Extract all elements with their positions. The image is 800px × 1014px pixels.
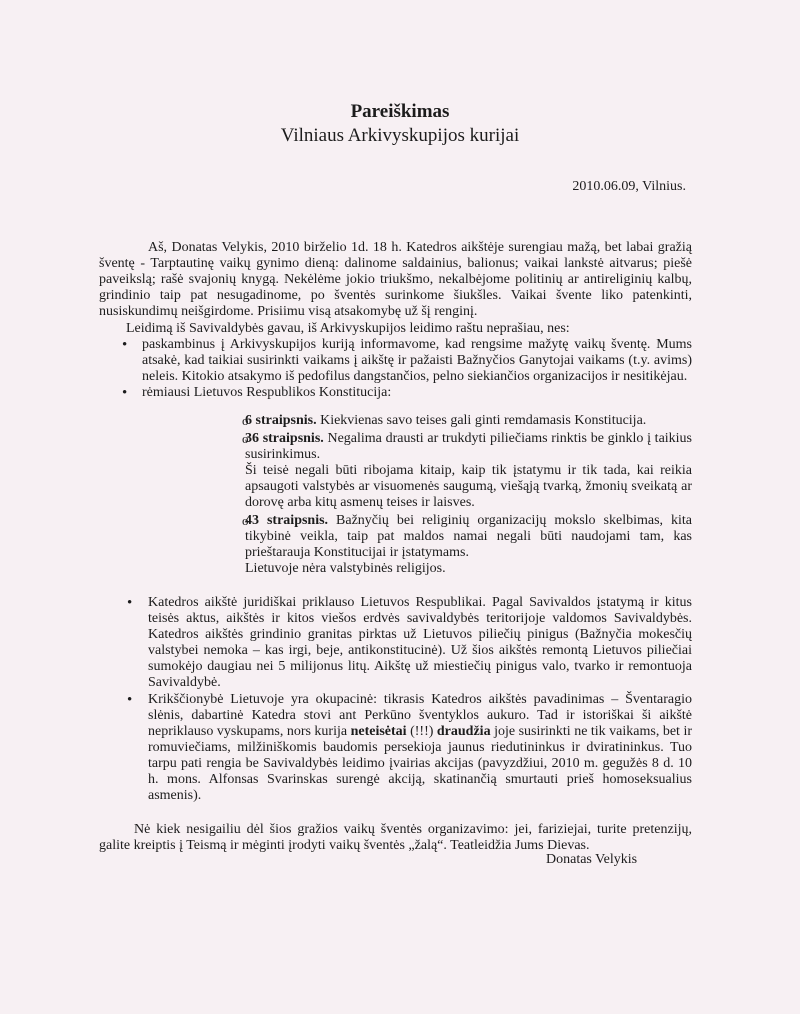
document-subtitle: Vilniaus Arkivyskupijos kurijai bbox=[280, 125, 520, 146]
list-item bbox=[99, 692, 692, 804]
article-item bbox=[142, 513, 692, 577]
list-item bbox=[99, 385, 692, 577]
bold-run: neteisėtai bbox=[350, 724, 407, 739]
closing-paragraph: Nė kiek nesigailiu dėl šios gražios vaikų šventės organizavimo: jei, fariziejai, turite pretenzijų, galite kreiptis į Teismą ir mėginti įrodyti vaikų šventės „žalą“. Teatleidžia Jums Dievas. bbox=[99, 822, 692, 853]
article-item bbox=[142, 413, 692, 429]
text-run: (!!!) bbox=[406, 724, 437, 739]
article-label: 36 straipsnis. bbox=[245, 431, 324, 446]
permission-paragraph: Leidimą iš Savivaldybės gavau, iš Arkivyskupijos leidimo raštu neprašiau, nes: bbox=[126, 321, 570, 336]
list-item: • paskambinus į Arkivyskupijos kuriją informavome, kad rengsime mažytę vaikų šventę. Mums atsakė, kad taikiai susirinkti vaikams į aikštę ir pažaisti Bažnyčios Ganytojai vaikams (t.y. avims) neleis. Kitokio atsakymo iš pedofilus dangstančios, pelno siekiančios organizacijos ir nesitikėjau. bbox=[99, 337, 692, 385]
article-label: 43 straipsnis. bbox=[245, 513, 329, 528]
list-item: • Katedros aikštė juridiškai priklauso Lietuvos Respublikai. Pagal Savivaldos įstatymą ir kitus teisės aktus, aikštės ir kitos viešos erdvės savivaldybės teritorijoje valdomos Savivaldybės. Katedros aikštės grindinio granitas pirktas už Lietuvos piliečių pinigus (Bažnyčia mokesčių valstybei nemoka – kas irgi, beje, antikonstitucinė). Už šios aikštės remontą Lietuvos piliečiai sumokėjo daugiau nei 5 milijonus litų. Aikštę už miestiečių pinigus valo, tvarko ir remontuoja Savivaldybė. bbox=[99, 595, 692, 691]
signature: Donatas Velykis bbox=[546, 852, 638, 867]
constitution-articles bbox=[142, 413, 692, 577]
article-text: Negalima drausti ar trukdyti piliečiams rinktis be ginklo į taikius susirinkimus. bbox=[245, 431, 693, 462]
article-text: Kiekvienas savo teises gali ginti remdamasis Konstitucija. bbox=[316, 413, 647, 428]
document-title: Pareiškimas bbox=[350, 101, 450, 122]
list-item-text: rėmiausi Lietuvos Respublikos Konstitucija: bbox=[142, 385, 392, 400]
document-date: 2010.06.09, Vilnius. bbox=[572, 179, 686, 194]
intro-paragraph: Aš, Donatas Velykis, 2010 birželio 1d. 18 h. Katedros aikštėje surengiau mažą, bet labai gražią šventę - Tarptautinę vaikų gynimo dieną: dalinome saldainius, balionus; vaikai lankstė aitvarus; piešė paveikslą; rašė svajonių knygą. Nekėlėme jokio triukšmo, nekalbėjome politinių ar antireliginių kalbų, grindinio taip pat nesugadinome, po šventės surinkome šiukšles. Vaikai švente liko patenkinti, nusiskundimų neišgirdome. Prisiimu visą atsakomybę už šį renginį. bbox=[99, 240, 692, 319]
document-body bbox=[99, 240, 692, 854]
article-item bbox=[142, 431, 692, 511]
reason-list bbox=[99, 337, 692, 577]
article-label: 6 straipsnis. bbox=[245, 413, 317, 428]
article-text: Bažnyčių bei religinių organizacijų mokslo skelbimas, kita tikybinė veikla, taip pat maldos namai negali būti naudojami tam, kas prieštarauja Konstitucijai ir įstatymams. bbox=[245, 513, 692, 560]
text-run: joje susirinkti ne tik vaikams, bet ir romuviečiams, milžiniškomis baudomis persekioja jaunus riedutininkus ir dviratininkus. Tuo tarpu pati rengia be Savivaldybės leidimo įvairias akcijas (pavyzdžiui, 2010 m. gegužės 8 d. 10 h. mons. Alfonsas Svarinskas surengė akciją, skatinančią smurtauti prieš homoseksualius asmenis). bbox=[148, 724, 692, 803]
argument-list bbox=[99, 595, 692, 804]
article-extra: Ši teisė negali būti ribojama kitaip, kaip tik įstatymu ir tik tada, kai reikia apsaugoti valstybės ar visuomenės saugumą, viešąją tvarką, žmonių sveikatą ar dorovę arba kitų asmenų teises ir laisves. bbox=[245, 463, 692, 510]
text-run: Krikščionybė Lietuvoje yra okupacinė: tikrasis Katedros aikštės pavadinimas – Šventaragio slėnis, dabartinė Katedra stovi ant Perkūno šventyklos aukuro. Tad ir istoriškai ši aikštė nepriklauso vyskupams, nors kurija bbox=[148, 692, 692, 739]
article-extra: Lietuvoje nėra valstybinės religijos. bbox=[245, 561, 446, 576]
bold-run: draudžia bbox=[436, 724, 491, 739]
